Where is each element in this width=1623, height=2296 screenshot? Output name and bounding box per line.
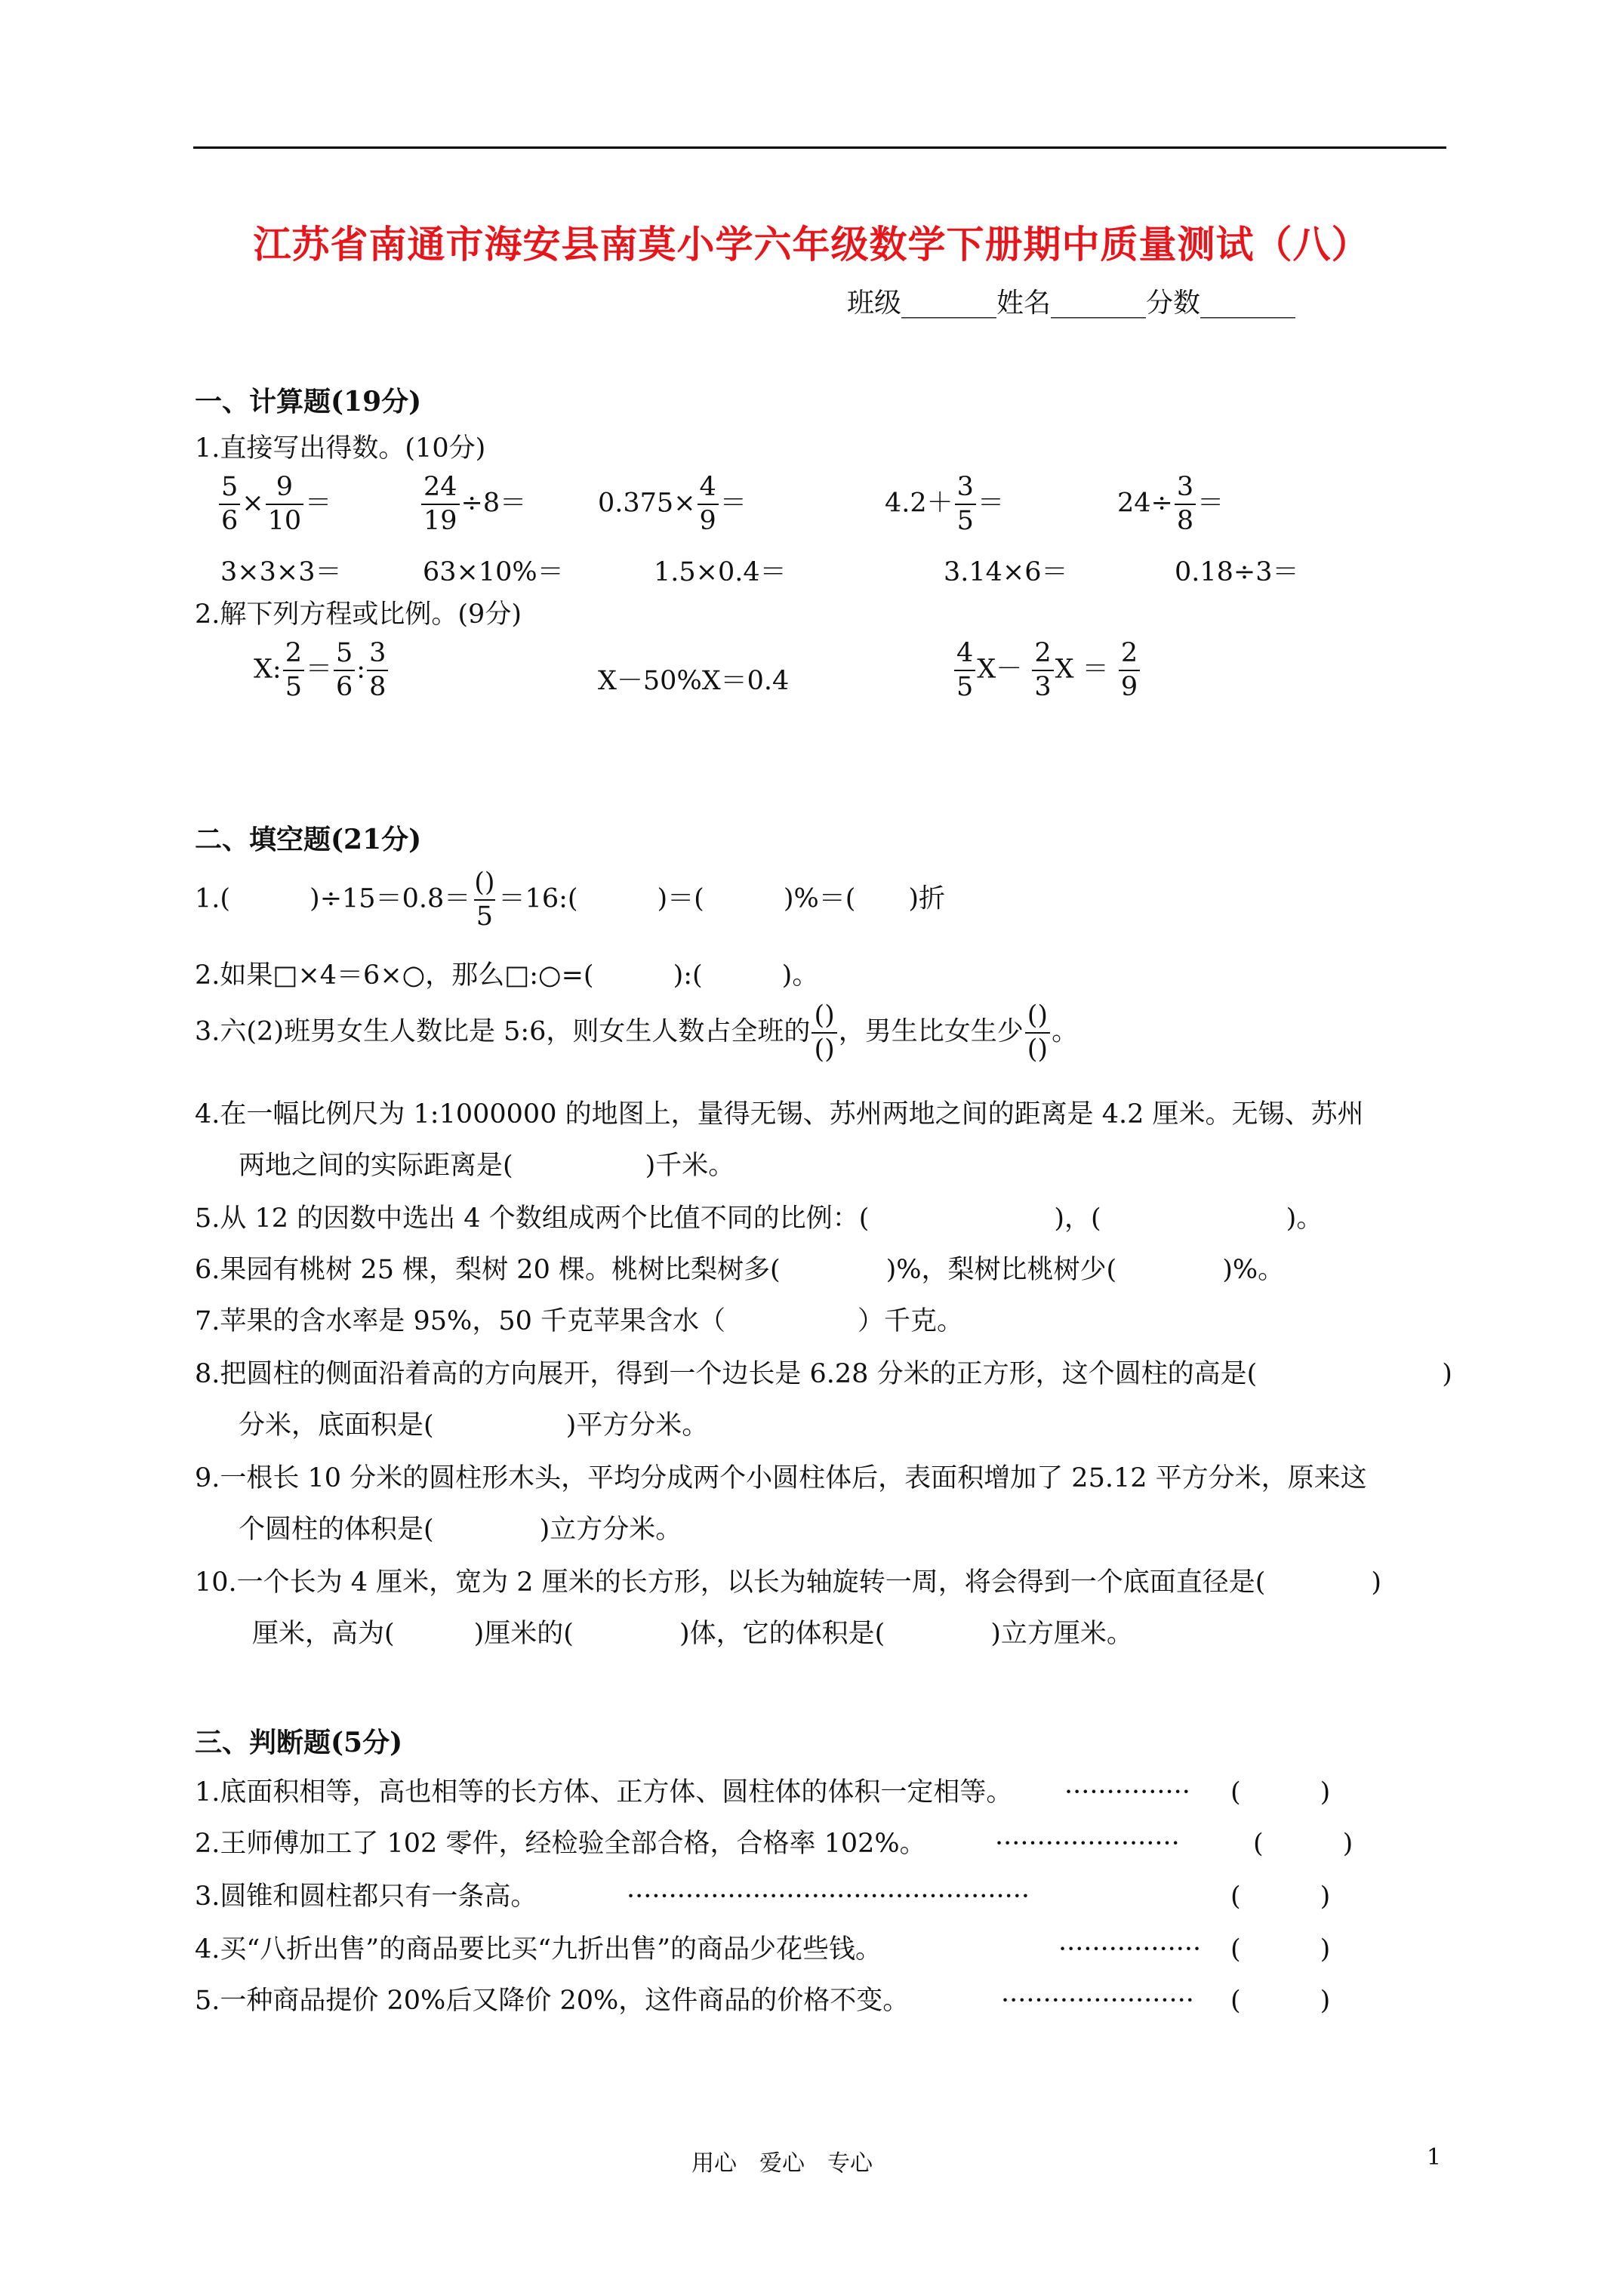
section3-heading: 三、判断题(5分) <box>195 1727 403 1758</box>
judge-item-1: 1.底面积相等，高也相等的长方体、正方体、圆柱体的体积一定相等。 <box>195 1777 1013 1808</box>
s2-q4-line2: 两地之间的实际距离是( )千米。 <box>239 1151 735 1181</box>
s2-q7: 7.苹果的含水率是 95%，50 千克苹果含水（ ）千克。 <box>195 1306 963 1336</box>
s2-q8-line1: 8.把圆柱的侧面沿着高的方向展开，得到一个边长是 6.28 分米的正方形，这个圆柱的高是( ) <box>195 1359 1452 1389</box>
judge-dots-1: ··············· <box>1064 1777 1190 1808</box>
calc-r2-e: 0.18÷3＝ <box>1175 557 1299 587</box>
header-rule <box>193 146 1446 149</box>
footer-motto: 用心 爱心 专心 <box>691 2150 873 2177</box>
s2-q9-line2: 个圆柱的体积是( )立方分米。 <box>239 1515 682 1545</box>
calc-r2-c: 1.5×0.4＝ <box>654 557 787 587</box>
s2-q1: 1.( )÷15＝0.8＝ $\frac{()}{5}$ ＝16:( )＝( )%＝( )折 <box>195 868 946 932</box>
s2-q9-line1: 9.一根长 10 分米的圆柱形木头，平均分成两个小圆柱体后，表面积增加了 25.12 平方分米，原来这 <box>195 1463 1367 1493</box>
section2-heading: 二、填空题(21分) <box>195 824 422 855</box>
page-title: 江苏省南通市海安县南莫小学六年级数学下册期中质量测试（八） <box>253 222 1370 267</box>
s2-q3: 3.六(2)班男女生人数比是 5:6，则女生人数占全班的 $\frac{()}{()}$ ，男生比女生少 $\frac{()}{()}$ 。 <box>195 1000 1079 1065</box>
calc-r1-c: 0.375× $\frac{4}{9}$ ＝ <box>598 472 747 536</box>
judge-item-4: 4.买“八折出售”的商品要比买“九折出售”的商品少花些钱。 <box>195 1934 882 1965</box>
judge-item-3: 3.圆锥和圆柱都只有一条高。 <box>195 1881 537 1912</box>
s2-q4-line1: 4.在一幅比例尺为 1:1000000 的地图上，量得无锡、苏州两地之间的距离是 4.2 厘米。无锡、苏州 <box>195 1099 1364 1130</box>
calc-r2-a: 3×3×3＝ <box>220 557 342 587</box>
calc-r1-e: 24÷ $\frac{3}{8}$ ＝ <box>1117 472 1224 536</box>
calc-r1-a: $\frac{5}{6}$ × $\frac{9}{10}$ ＝ <box>217 474 331 535</box>
calc-r1-d: 4.2＋ $\frac{3}{5}$ ＝ <box>885 472 1004 536</box>
section1-heading: 一、计算题(19分) <box>195 386 422 418</box>
judge-dots-4: ················· <box>1058 1934 1202 1965</box>
student-info-line: 班级_______姓名_______分数_______ <box>847 288 1296 319</box>
s2-q10-line2: 厘米，高为( )厘米的( )体，它的体积是( )立方厘米。 <box>252 1619 1133 1649</box>
judge-blank-4: ( ) <box>1230 1934 1331 1965</box>
s2-q10-line1: 10.一个长为 4 厘米，宽为 2 厘米的长方形，以长为轴旋转一周，将会得到一个底面直径是( ) <box>195 1567 1382 1598</box>
judge-dots-5: ······················· <box>1001 1986 1194 2016</box>
judge-blank-1: ( ) <box>1230 1777 1331 1808</box>
judge-item-5: 5.一种商品提价 20%后又降价 20%，这件商品的价格不变。 <box>195 1986 910 2016</box>
equation-2: X－50%X＝0.4 <box>598 666 790 696</box>
s2-q5: 5.从 12 的因数中选出 4 个数组成两个比值不同的比例：( )，( )。 <box>195 1203 1323 1234</box>
judge-blank-2: ( ) <box>1253 1829 1354 1859</box>
s1-q1-label: 1.直接写出得数。(10分) <box>195 433 486 464</box>
s2-q8-line2: 分米，底面积是( )平方分米。 <box>239 1410 709 1441</box>
judge-dots-3: ················································ <box>627 1881 1030 1912</box>
equation-1: X: $\frac{2}{5}$ ＝ $\frac{5}{6}$ : $\frac{3}{8}$ <box>254 640 390 701</box>
judge-dots-2: ······················ <box>995 1829 1180 1859</box>
calc-r1-b: $\frac{24}{19}$ ÷8＝ <box>420 474 526 535</box>
judge-blank-5: ( ) <box>1230 1986 1331 2016</box>
calc-r2-d: 3.14×6＝ <box>944 557 1068 587</box>
judge-blank-3: ( ) <box>1230 1881 1331 1912</box>
s1-q2-label: 2.解下列方程或比例。(9分) <box>195 599 522 630</box>
calc-r2-b: 63×10%＝ <box>423 557 564 587</box>
page-number: 1 <box>1427 2144 1442 2171</box>
equation-3: $\frac{4}{5}$ X－ $\frac{2}{3}$ X ＝ $\frac{2}{9}$ <box>953 640 1141 701</box>
s2-q2: 2.如果□×4＝6×○，那么□:○=( ):( )。 <box>195 960 819 991</box>
judge-item-2: 2.王师傅加工了 102 零件，经检验全部合格，合格率 102%。 <box>195 1829 926 1859</box>
s2-q6: 6.果园有桃树 25 棵，梨树 20 棵。桃树比梨树多( )%，梨树比桃树少( )%。 <box>195 1255 1285 1285</box>
